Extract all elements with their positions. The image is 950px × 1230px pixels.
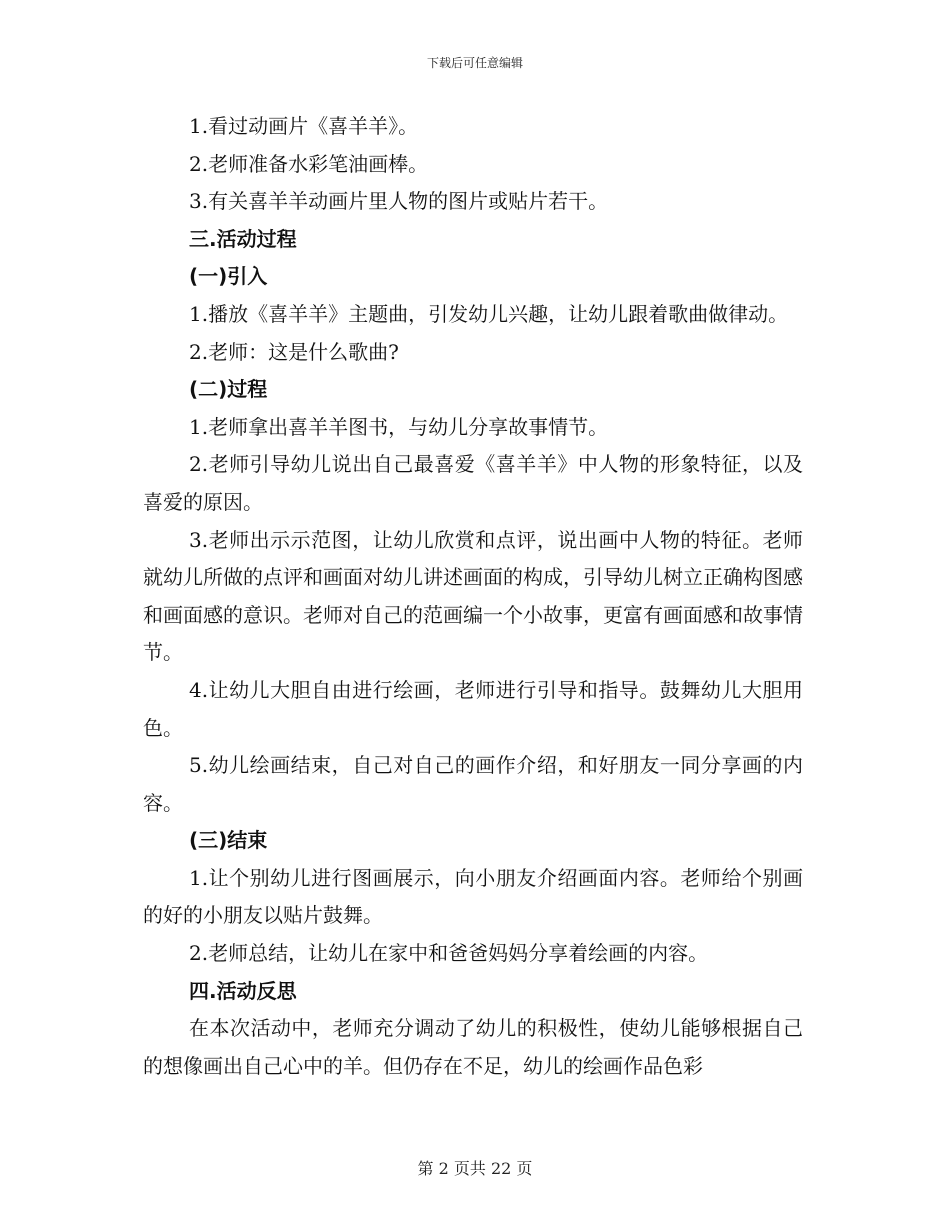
subsection-heading: (一)引入	[189, 264, 268, 289]
paragraph: 2.老师总结，让幼儿在家中和爸爸妈妈分享着绘画的内容。	[189, 941, 709, 966]
paragraph: 3.有关喜羊羊动画片里人物的图片或贴片若干。	[189, 189, 609, 214]
paragraph: 5.幼儿绘画结束，自己对自己的画作介绍，和好朋友一同分享画的内容。	[143, 753, 803, 815]
paragraph: 1.老师拿出喜羊羊图书，与幼儿分享故事情节。	[189, 414, 609, 439]
paragraph: 1.播放《喜羊羊》主题曲，引发幼儿兴趣，让幼儿跟着歌曲做律动。	[189, 301, 789, 326]
subsection-heading: (二)过程	[189, 377, 268, 402]
page-footer: 第 2 页共 22 页	[417, 1159, 533, 1178]
document-body	[143, 108, 803, 1085]
paragraph: 2.老师：这是什么歌曲?	[189, 339, 399, 364]
subsection-heading: (三)结束	[189, 828, 268, 853]
paragraph: 2.老师引导幼儿说出自己最喜爱《喜羊羊》中人物的形象特征，以及喜爱的原因。	[143, 452, 803, 514]
section-heading: 四.活动反思	[189, 978, 297, 1003]
paragraph: 4.让幼儿大胆自由进行绘画，老师进行引导和指导。鼓舞幼儿大胆用色。	[143, 677, 803, 740]
paragraph: 2.老师准备水彩笔油画棒。	[189, 151, 429, 176]
paragraph: 1.让个别幼儿进行图画展示，向小朋友介绍画面内容。老师给个别画的好的小朋友以贴片鼓舞。	[143, 865, 803, 928]
paragraph: 在本次活动中，老师充分调动了幼儿的积极性，使幼儿能够根据自己的想像画出自己心中的羊。但仍存在不足，幼儿的绘画作品色彩	[143, 1016, 803, 1078]
paragraph: 1.看过动画片《喜羊羊》。	[189, 114, 419, 138]
paragraph: 3.老师出示示范图，让幼儿欣赏和点评，说出画中人物的特征。老师就幼儿所做的点评和画面对幼儿讲述画面的构成，引导幼儿树立正确构图感和画面感的意识。老师对自己的范画编一个小故事，更富有画面感和故事情节。	[143, 527, 803, 665]
page-header: 下载后可任意编辑	[426, 56, 523, 70]
section-heading: 三.活动过程	[189, 226, 297, 251]
